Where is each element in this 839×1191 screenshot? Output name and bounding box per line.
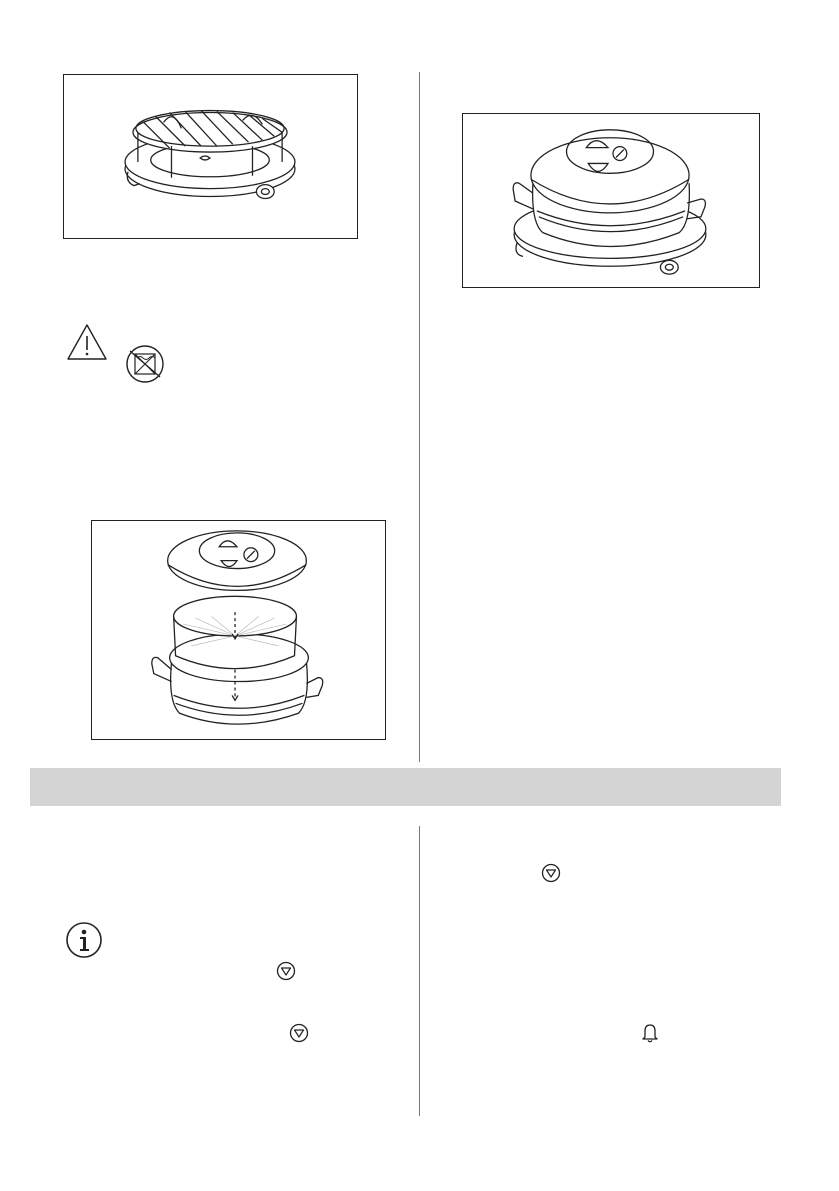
info-icon: [65, 921, 103, 959]
figure-covered-dish-on-turntable: [462, 113, 760, 288]
down-arrow-button-icon: [276, 961, 296, 981]
figure-rack-on-turntable: [63, 74, 358, 239]
down-arrow-button-icon: [289, 1023, 309, 1043]
rack-on-turntable-drawing: [64, 75, 357, 238]
section-header-bar: [30, 768, 781, 806]
bottom-column-divider: [419, 826, 420, 1116]
bell-icon: [640, 1022, 660, 1044]
covered-dish-drawing: [463, 114, 759, 287]
dish-assembly-drawing: [92, 521, 385, 739]
no-dishwasher-icon: [121, 343, 169, 385]
figure-dish-assembly: [91, 520, 386, 740]
top-column-divider: [419, 72, 420, 762]
down-arrow-button-icon: [541, 863, 561, 883]
warning-triangle-icon: [66, 322, 108, 362]
